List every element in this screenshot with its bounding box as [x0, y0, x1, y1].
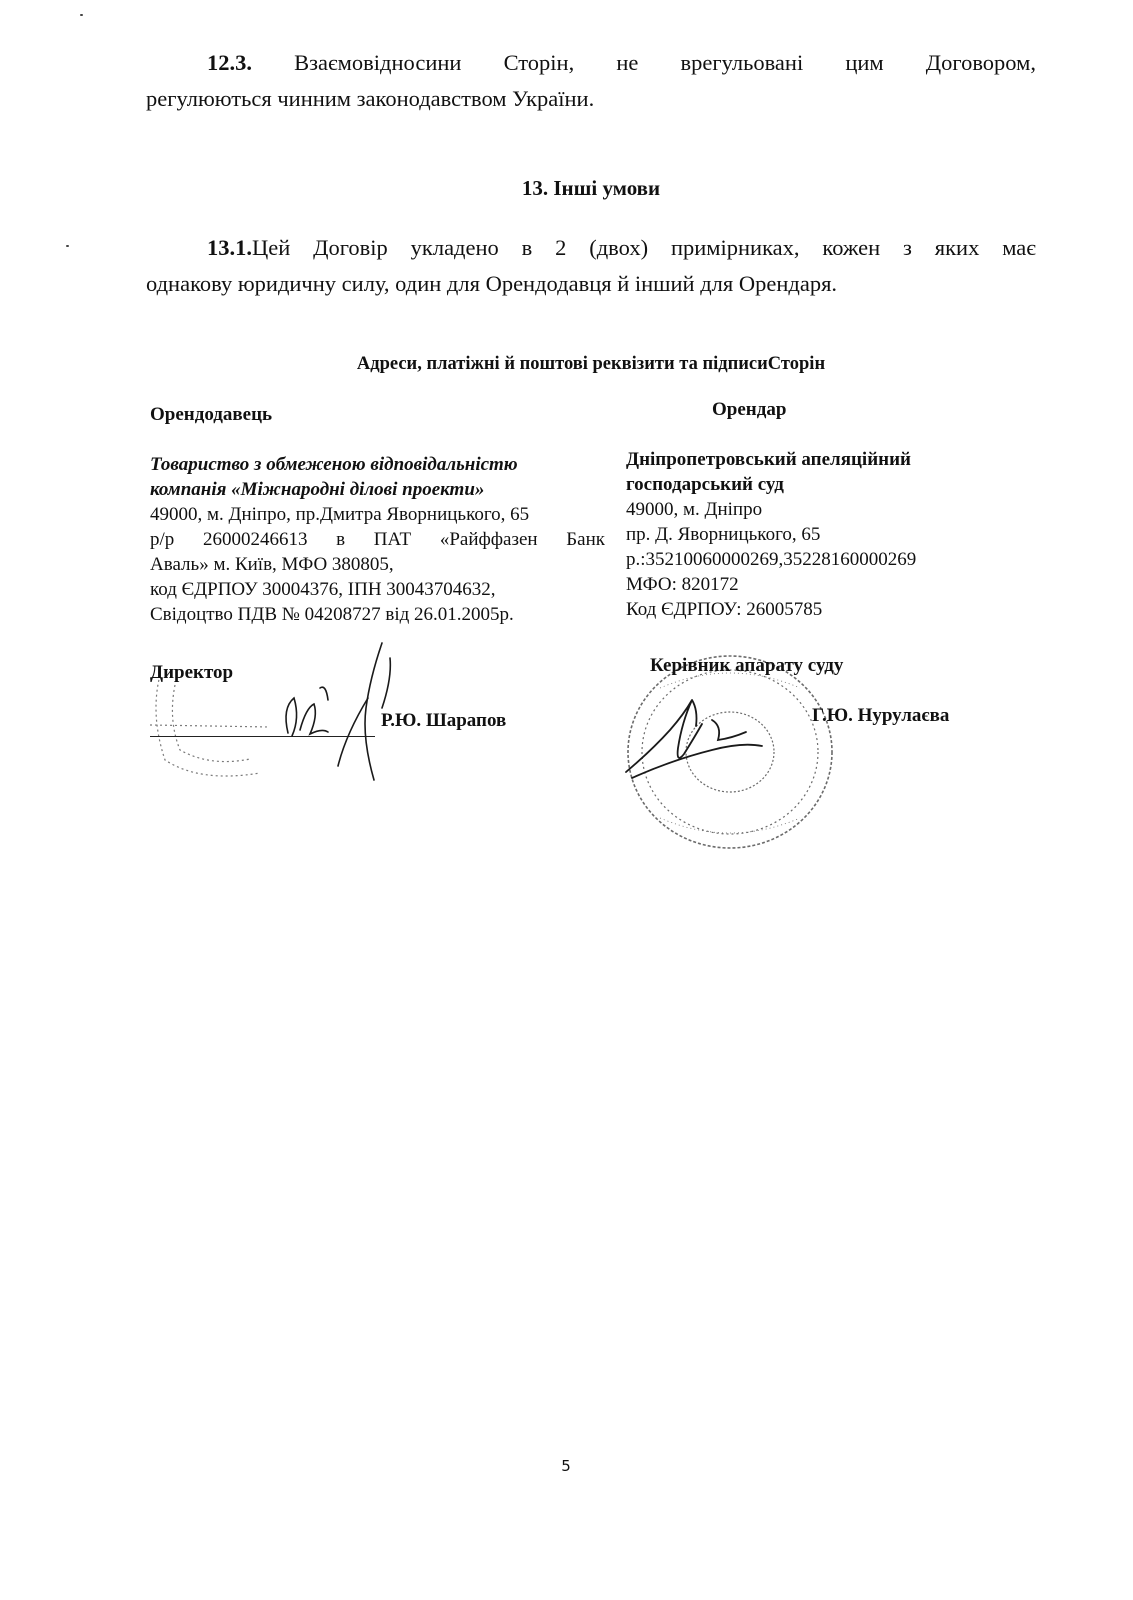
word: має — [1002, 235, 1036, 260]
section-13-title: 13. Інші умови — [521, 176, 661, 200]
scan-speck — [80, 14, 83, 16]
tenant-street: пр. Д. Яворницького, 65 — [626, 524, 821, 545]
page-number: 5 — [561, 1457, 571, 1475]
requisites-title: Адреси, платіжні й поштові реквізити та підписиСторін — [356, 354, 826, 374]
word: цим — [845, 50, 884, 75]
scan-speck — [66, 245, 69, 247]
clause-13-1-line2: однакову юридичну силу, один для Орендодавця й інший для Орендаря. — [146, 271, 838, 296]
word: Цей — [252, 235, 291, 260]
clause-12-3-line2: регулюються чинним законодавством України. — [146, 86, 595, 111]
landlord-bank: Аваль» м. Київ, МФО 380805, — [150, 554, 394, 575]
tenant-requisites — [626, 447, 1026, 622]
word: р/р — [150, 529, 175, 550]
word: кожен — [822, 235, 881, 260]
landlord-codes: код ЄДРПОУ 30004376, ІПН 30043704632, — [150, 579, 496, 600]
clause-number: 12.3. — [207, 50, 252, 75]
landlord-signer-title: Директор — [150, 662, 234, 683]
word: Банк — [566, 529, 605, 550]
clause-13-1-start — [207, 230, 290, 266]
word: Договір — [313, 235, 388, 260]
word: 26000246613 — [202, 529, 308, 550]
clause-12-3 — [146, 45, 1036, 117]
tenant-signer-title: Керівник апарату суду — [650, 655, 844, 676]
word: (двох) — [589, 235, 649, 260]
landlord-label: Орендодавець — [150, 404, 273, 425]
tenant-name-line2: господарський суд — [626, 474, 784, 495]
word: «Райффазен — [439, 529, 538, 550]
word: Договором, — [925, 50, 1036, 75]
clause-13-1 — [146, 230, 1036, 302]
word: 2 — [555, 235, 567, 260]
word: примірниках, — [670, 235, 800, 260]
word: Взаємовідносини — [294, 50, 462, 75]
tenant-edrpou: Код ЄДРПОУ: 26005785 — [626, 599, 823, 620]
tenant-accounts: р.:35210060000269,35228160000269 — [626, 549, 917, 570]
word: ПАТ — [373, 529, 412, 550]
word: укладено — [410, 235, 499, 260]
tenant-signer-name: Г.Ю. Нурулаєва — [812, 705, 950, 726]
landlord-account — [150, 527, 605, 552]
tenant-signature — [622, 680, 782, 790]
word: в — [336, 529, 346, 550]
landlord-signer-name: Р.Ю. Шарапов — [381, 710, 507, 731]
landlord-vat: Свідоцтво ПДВ № 04208727 від 26.01.2005р. — [150, 604, 514, 625]
tenant-mfo: МФО: 820172 — [626, 574, 739, 595]
word: яких — [934, 235, 980, 260]
landlord-requisites — [150, 452, 605, 627]
word: в — [521, 235, 533, 260]
tenant-name-line1: Дніпропетровський апеляційний — [626, 449, 911, 470]
tenant-city: 49000, м. Дніпро — [626, 499, 763, 520]
landlord-name-line2: компанія «Міжнародні ділові проекти» — [150, 479, 485, 500]
word: врегульовані — [680, 50, 804, 75]
word: не — [616, 50, 639, 75]
word: Сторін, — [503, 50, 575, 75]
tenant-label: Орендар — [712, 399, 787, 420]
clause-12-3-line1 — [146, 45, 1036, 81]
clause-13-1-line1 — [146, 230, 1036, 266]
clause-number: 13.1. — [207, 235, 252, 260]
landlord-address: 49000, м. Дніпро, пр.Дмитра Яворницького, 65 — [150, 504, 530, 525]
landlord-name-line1: Товариство з обмеженою відповідальністю — [150, 454, 518, 475]
word: з — [903, 235, 912, 260]
